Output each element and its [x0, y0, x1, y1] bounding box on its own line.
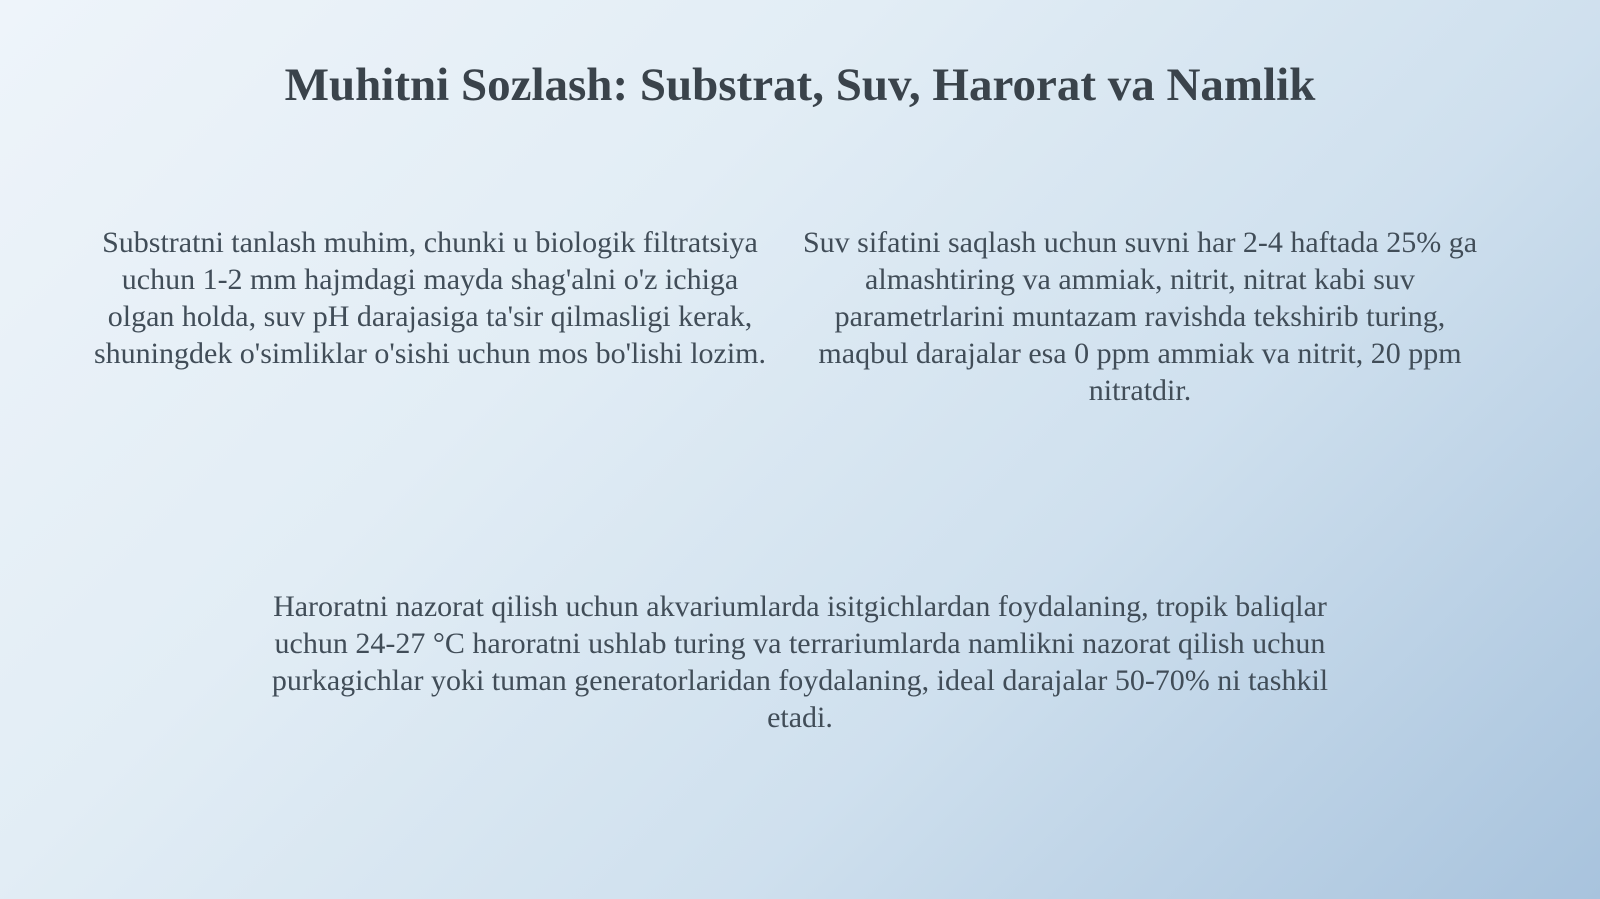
slide-title: Muhitni Sozlash: Substrat, Suv, Harorat va Namlik [284, 59, 1316, 111]
paragraph-water: Suv sifatini saqlash uchun suvni har 2-4 haftada 25% ga almashtiring va ammiak, nitrit, nitrat kabi suv parametrlarini muntazam ravishda tekshirib turing, maqbul darajalar esa 0 ppm ammiak va nitrit, 20 ppm nitratdir. [802, 226, 1478, 407]
paragraph-substrate: Substratni tanlash muhim, chunki u biologik filtratsiya uchun 1-2 mm hajmdagi mayda shag'alni o'z ichiga olgan holda, suv pH darajasiga ta'sir qilmasligi kerak, shuningdek o'simliklar o'sishi uchun mos bo'lishi lozim. [93, 226, 767, 370]
paragraph-climate: Haroratni nazorat qilish uchun akvariumlarda isitgichlardan foydalaning, tropik baliqlar uchun 24-27 °C haroratni ushlab turing va terrariumlarda namlikni nazorat qilish uchun purkagichlar yoki tuman generatorlaridan foydalaning, ideal darajalar 50-70% ni tashkil etadi. [271, 590, 1329, 734]
